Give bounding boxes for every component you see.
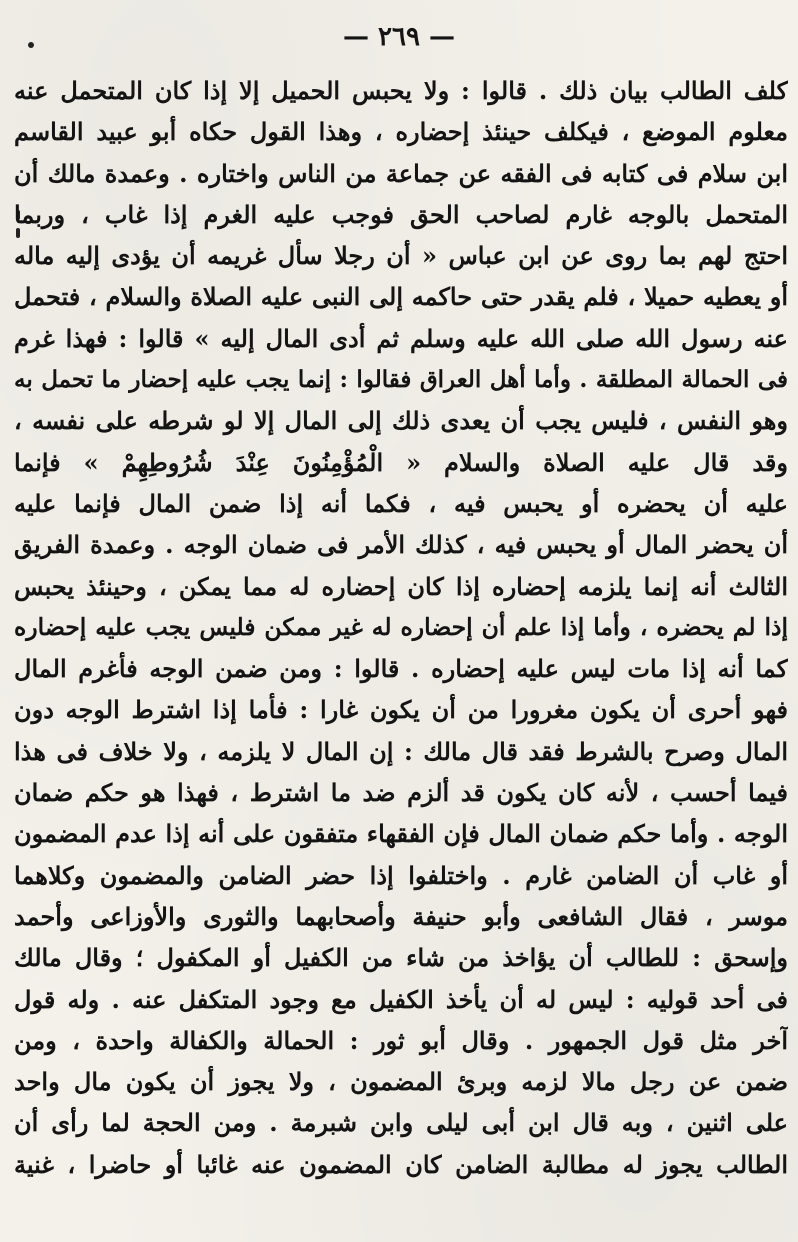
text-line: وقد قال عليه الصلاة والسلام « الْمُؤْمِنُونَ عِنْدَ شُرُوطِهِمْ » فإنما — [14, 447, 788, 477]
text-line: كلف الطالب بيان ذلك . قالوا : ولا يحبس الحميل إلا إذا كان المتحمل عنه — [14, 76, 788, 105]
text-line: فهو أحرى أن يكون مغرورا من أن يكون غارا : فأما إذا اشترط الوجه دون — [14, 695, 788, 725]
text-line: احتج لهم بما روى عن ابن عباس « أن رجلا سأل غريمه أن يؤدى إليه ماله — [14, 241, 788, 271]
text-line: عنه رسول الله صلى الله عليه وسلم ثم أدى المال إليه » قالوا : فهذا غرم — [14, 323, 788, 353]
text-line: الوجه . وأما حكم ضمان المال فإن الفقهاء متفقون على أنه إذا عدم المضمون — [14, 819, 788, 849]
text-line: وإسحق : للطالب أن يؤاخذ من شاء من الكفيل أو المكفول ؛ وقال مالك — [14, 943, 788, 973]
text-line: ضمن عن رجل مالا لزمه وبرئ المضمون ، ولا يجوز أن يكون مال واحد — [14, 1067, 788, 1097]
text-line: معلوم الموضع ، فيكلف حينئذ إحضاره ، وهذا القول حكاه أبو عبيد القاسم — [14, 117, 788, 147]
page-number: — ٢٦٩ — — [342, 22, 456, 52]
text-line: فيما أحسب ، لأنه كان يكون قد ألزم ضد ما اشترط ، فهذا هو حكم ضمان — [14, 778, 788, 808]
text-line: أن يحضر المال أو يحبس فيه ، كذلك الأمر فى ضمان الوجه . وعمدة الفريق — [14, 530, 788, 560]
body-text — [14, 70, 788, 1185]
text-line: الطالب يجوز له مطالبة الضامن كان المضمون عنه غائبا أو حاضرا ، غنية — [14, 1149, 788, 1179]
text-line: أو غاب أن الضامن غارم . واختلفوا إذا حضر الضامن والمضمون وكلاهما — [14, 860, 788, 890]
text-line: أو يعطيه حميلا ، فلم يقدر حتى حاكمه إلى النبى عليه الصلاة والسلام ، فتحمل — [14, 282, 788, 312]
text-line: فى أحد قوليه : ليس له أن يأخذ الكفيل مع وجود المتكفل عنه . وله قول — [14, 984, 788, 1014]
text-line: الثالث أنه إنما يلزمه إحضاره إذا كان إحضاره له مما يمكن ، وحينئذ يحبس — [14, 571, 788, 601]
text-line: عليه أن يحضره أو يحبس فيه ، فكما أنه إذا ضمن المال فإنما عليه — [14, 488, 788, 518]
text-line: ابن سلام فى كتابه فى الفقه عن جماعة من الناس واختاره . وعمدة مالك أن — [14, 158, 788, 188]
text-line: آخر مثل قول الجمهور . وقال أبو ثور : الحمالة والكفالة واحدة ، ومن — [14, 1025, 788, 1055]
text-line: المال وصرح بالشرط فقد قال مالك : إن المال لا يلزمه ، ولا خلاف فى هذا — [14, 736, 788, 766]
text-line: فى الحمالة المطلقة . وأما أهل العراق فقالوا : إنما يجب عليه إحضار ما تحمل به — [14, 366, 788, 394]
text-line: على اثنين ، وبه قال ابن أبى ليلى وابن شبرمة . ومن الحجة لما رأى أن — [14, 1108, 788, 1138]
text-line: وهو النفس ، فليس يجب أن يعدى ذلك إلى المال إلا لو شرطه على نفسه ، — [14, 406, 788, 436]
text-line: إذا لم يحضره ، وأما إذا علم أن إحضاره له غير ممكن فليس يجب عليه إحضاره — [14, 612, 788, 641]
text-line: المتحمل بالوجه غارم لصاحب الحق فوجب عليه الغرم إذا غاب ، وربما — [14, 199, 788, 229]
text-line: موسر ، فقال الشافعى وأبو حنيفة وأصحابهما والثورى والأوزاعى وأحمد — [14, 901, 788, 931]
text-line: كما أنه إذا مات ليس عليه إحضاره . قالوا : ومن ضمن الوجه فأغرم المال — [14, 654, 788, 684]
